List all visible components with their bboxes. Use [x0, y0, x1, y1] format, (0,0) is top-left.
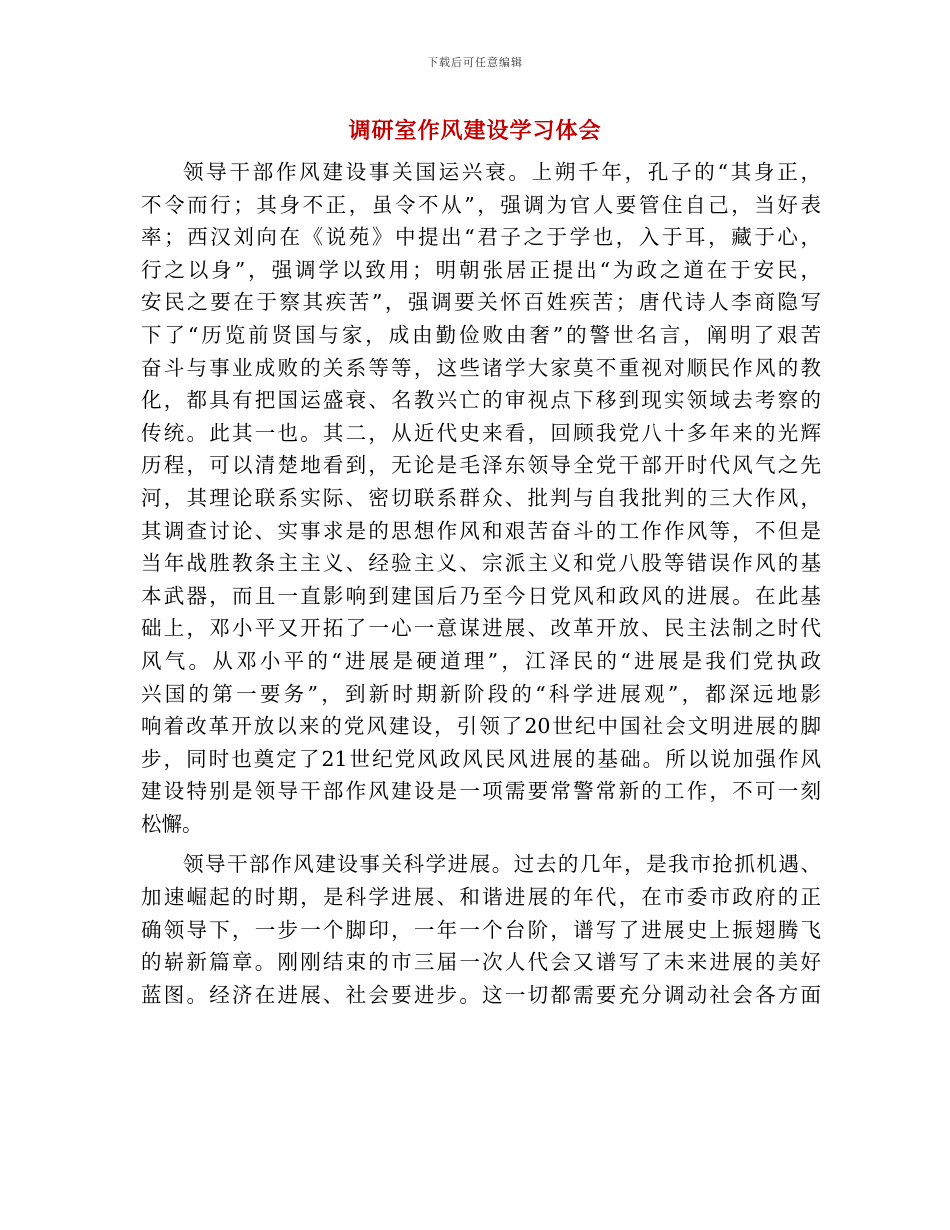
paragraph [141, 848, 821, 1011]
text-line: 兴国的第一要务”，到新时期新阶段的“科学进展观”，都深远地影 [141, 681, 821, 706]
text-line: 安民之要在于察其疾苦”，强调要关怀百姓疾苦；唐代诗人李商隐写 [141, 290, 821, 315]
text-line: 确领导下，一步一个脚印，一年一个台阶，谱写了进展史上振翅腾飞 [141, 917, 821, 942]
text-line: 本武器，而且一直影响到建国后乃至今日党风和政风的进展。在此基 [141, 583, 821, 608]
text-line: 加速崛起的时期，是科学进展、和谐进展的年代，在市委市政府的正 [141, 885, 821, 910]
paragraph [141, 156, 821, 840]
text-line: 领导干部作风建设事关科学进展。过去的几年，是我市抢抓机遇、 [183, 852, 821, 877]
text-line: 松懈。 [141, 811, 203, 836]
text-line: 下了“历览前贤国与家，成由勤俭败由奢”的警世名言，阐明了艰苦 [141, 322, 821, 347]
text-line: 其调查讨论、实事求是的思想作风和艰苦奋斗的工作作风等，不但是 [141, 518, 821, 543]
text-line: 行之以身”，强调学以致用；明朝张居正提出“为政之道在于安民， [141, 257, 821, 282]
text-line: 河，其理论联系实际、密切联系群众、批判与自我批判的三大作风， [141, 485, 821, 510]
paragraph-gap [141, 840, 821, 848]
text-line: 奋斗与事业成败的关系等等，这些诸学大家莫不重视对顺民作风的教 [141, 355, 821, 380]
text-line: 础上，邓小平又开拓了一心一意谋进展、改革开放、民主法制之时代 [141, 616, 821, 641]
text-line: 建设特别是领导干部作风建设是一项需要常警常新的工作，不可一刻 [141, 779, 821, 804]
text-line: 历程，可以清楚地看到，无论是毛泽东领导全党干部开时代风气之先 [141, 453, 821, 478]
text-line: 蓝图。经济在进展、社会要进步。这一切都需要充分调动社会各方面 [141, 982, 821, 1007]
text-line: 率；西汉刘向在《说苑》中提出“君子之于学也，入于耳，藏于心， [141, 225, 821, 250]
document-body [141, 156, 821, 1011]
text-line: 的崭新篇章。刚刚结束的市三届一次人代会又谱写了未来进展的美好 [141, 950, 821, 975]
text-line: 不令而行；其身不正，虽令不从”，强调为官人要管住自己，当好表 [141, 192, 821, 217]
document-title: 调研室作风建设学习体会 [348, 119, 602, 144]
text-line: 步，同时也奠定了21世纪党风政风民风进展的基础。所以说加强作风 [141, 746, 821, 771]
text-line: 化，都具有把国运盛衰、名教兴亡的审视点下移到现实领域去考察的 [141, 388, 821, 413]
text-line: 响着改革开放以来的党风建设，引领了20世纪中国社会文明进展的脚 [141, 714, 821, 739]
text-line: 领导干部作风建设事关国运兴衰。上朔千年，孔子的“其身正， [183, 160, 821, 184]
header-note: 下载后可任意编辑 [427, 56, 523, 69]
text-line: 当年战胜教条主主义、经验主义、宗派主义和党八股等错误作风的基 [141, 551, 821, 576]
text-line: 传统。此其一也。其二，从近代史来看，回顾我党八十多年来的光辉 [141, 420, 821, 445]
text-line: 风气。从邓小平的“进展是硬道理”，江泽民的“进展是我们党执政 [141, 648, 821, 673]
